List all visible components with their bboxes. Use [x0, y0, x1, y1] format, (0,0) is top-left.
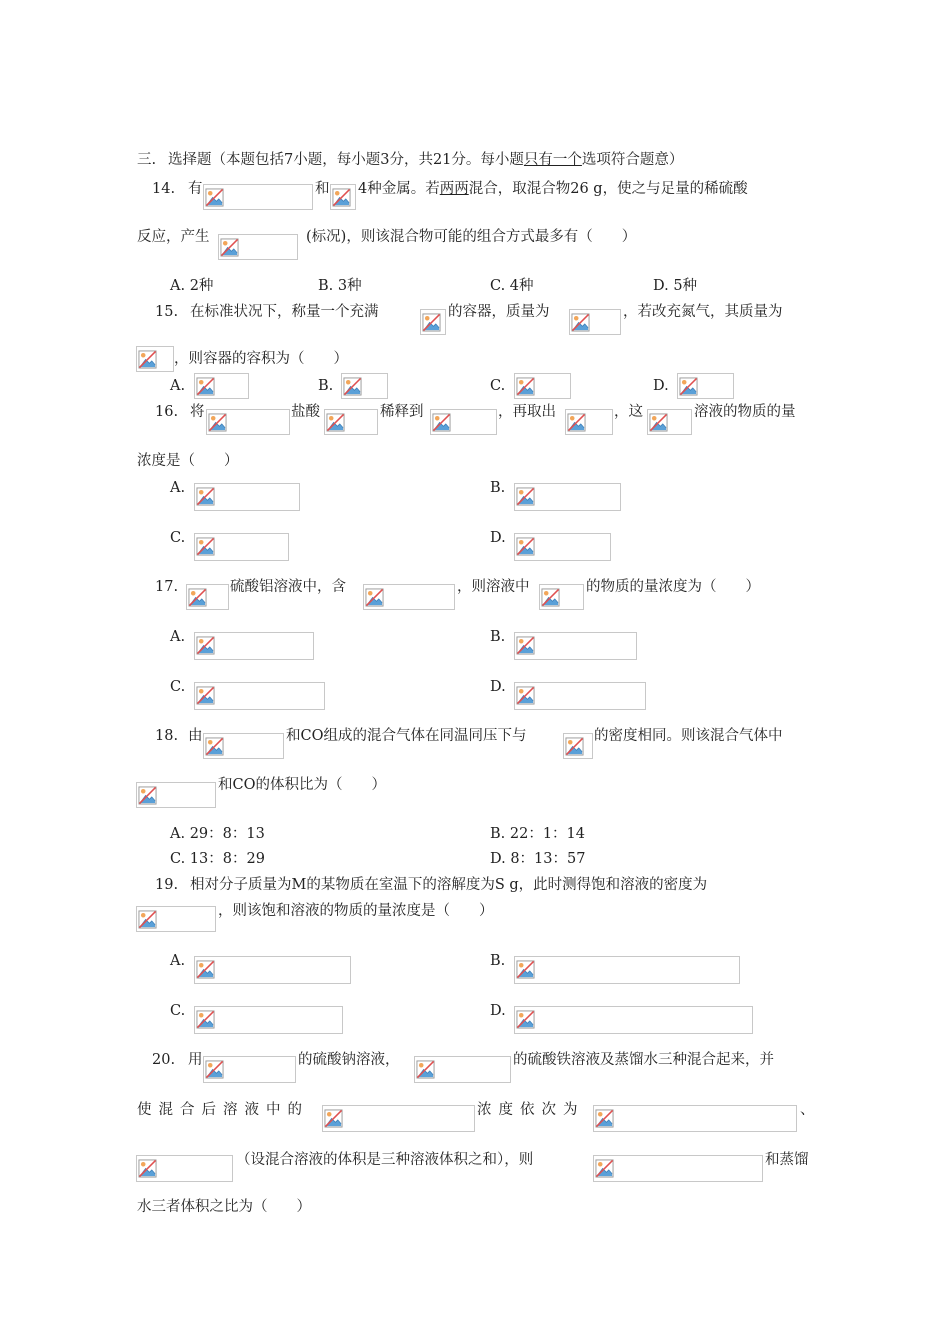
q14-text-emphasis: 两两 [439, 181, 469, 197]
q17-option-b-image [514, 632, 637, 660]
q19-option-a-image [194, 956, 351, 984]
q16-option-d: D. [490, 530, 506, 546]
q15-option-c-image [514, 373, 571, 399]
q16-option-c: C. [170, 530, 186, 546]
q14-option-a: A. 2种 [170, 278, 214, 294]
q18-text-b: 和CO组成的混合气体在同温同压下与 [286, 728, 527, 744]
q17-option-c-image [194, 682, 325, 710]
q18-formula-image [203, 733, 284, 759]
q17-number: 17. [155, 579, 179, 595]
q20-text-a: 用 [188, 1052, 203, 1068]
q16-text-c: 稀释到 [380, 404, 424, 420]
q15-option-b-image [341, 373, 388, 399]
q14-text-f: (标况)，则该混合物可能的组合方式最多有（ ） [306, 229, 637, 245]
q18-text-a: 由 [188, 728, 203, 744]
q16-text-b: 盐酸 [291, 404, 320, 420]
q20-text-i: 水三者体积之比为（ ） [137, 1199, 311, 1215]
q14-number: 14. [152, 181, 176, 197]
q20-text-h: 和蒸馏 [765, 1152, 809, 1168]
q18-option-d: D. 8：13：57 [490, 851, 586, 867]
q15-formula-image [136, 346, 174, 372]
q16-text-a: 将 [190, 404, 205, 420]
q18-option-c: C. 13：8：29 [170, 851, 265, 867]
q15-text-c: ，若改充氮气，其质量为 [623, 304, 783, 320]
q14-text-d: 混合，取混合物26 g，使之与足量的稀硫酸 [468, 181, 748, 197]
q14-text-b: 和 [315, 181, 330, 197]
q20-formula-image [593, 1105, 797, 1132]
q17-formula-image [363, 584, 455, 610]
q16-number: 16. [155, 404, 179, 420]
q16-formula-image [324, 409, 378, 435]
q16-formula-image [430, 409, 497, 435]
q14-text-e: 反应，产生 [137, 229, 210, 245]
q17-option-c: C. [170, 679, 186, 695]
q17-option-a: A. [170, 629, 186, 645]
section-heading-emphasis: 只有一个 [523, 152, 582, 168]
q14-text-c-lead: 4种金属。若 [358, 181, 440, 197]
q14-formula-image [218, 234, 298, 260]
q15-option-a-image [194, 373, 249, 399]
q17-option-a-image [194, 632, 314, 660]
q14-option-d: D. 5种 [653, 278, 698, 294]
q16-option-a-image [194, 483, 300, 511]
q19-option-c-image [194, 1006, 343, 1034]
q15-formula-image [569, 309, 621, 335]
q20-number: 20. [152, 1052, 176, 1068]
q15-option-b: B. [318, 378, 334, 394]
q16-formula-image [206, 409, 290, 435]
q17-formula-image [539, 584, 584, 610]
q19-option-a: A. [170, 953, 186, 969]
q17-option-d: D. [490, 679, 506, 695]
q17-text-b: ，则溶液中 [457, 579, 530, 595]
section-number: 三. [137, 152, 157, 168]
q19-option-b: B. [490, 953, 506, 969]
q16-text-e: ，这 [614, 404, 643, 420]
q16-formula-image [647, 409, 692, 435]
q20-formula-image [136, 1155, 233, 1182]
q15-text-b: 的容器，质量为 [448, 304, 550, 320]
q18-option-b: B. 22：1：14 [490, 826, 586, 842]
q16-text-f: 溶液的物质的量 [694, 404, 796, 420]
q19-option-d: D. [490, 1003, 506, 1019]
q14-formula-image [203, 184, 313, 210]
q14-text-c [358, 180, 748, 198]
q17-text-c: 的物质的量浓度为（ ） [586, 579, 760, 595]
q20-formula-image [414, 1056, 511, 1083]
q17-formula-image [186, 584, 229, 610]
section-heading-text: 选择题（本题包括7小题，每小题3分，共21分。每小题 [168, 152, 524, 168]
q15-option-c: C. [490, 378, 506, 394]
q16-option-d-image [514, 533, 611, 561]
q18-text-c: 的密度相同。则该混合气体中 [594, 728, 783, 744]
q15-text-d: ，则容器的容积为（ ） [174, 351, 348, 367]
q19-formula-image [136, 906, 216, 932]
q20-formula-image [322, 1105, 475, 1132]
q16-text-g: 浓度是（ ） [137, 453, 239, 469]
q15-option-d-image [677, 373, 734, 399]
q16-option-c-image [194, 533, 289, 561]
section-heading [168, 151, 683, 169]
q15-text-a: 在标准状况下，称量一个充满 [190, 304, 379, 320]
q16-option-b-image [514, 483, 621, 511]
q18-option-a: A. 29：8：13 [170, 826, 265, 842]
q19-number: 19. [155, 877, 179, 893]
q16-option-a: A. [170, 480, 186, 496]
q14-text-a: 有 [188, 181, 203, 197]
q19-option-b-image [514, 956, 740, 984]
q14-option-b: B. 3种 [318, 278, 362, 294]
q20-text-b: 的硫酸钠溶液， [298, 1052, 400, 1068]
q18-number: 18. [155, 728, 179, 744]
q17-option-b: B. [490, 629, 506, 645]
q20-text-c: 的硫酸铁溶液及蒸馏水三种混合起来，并 [513, 1052, 774, 1068]
q20-text-g: （设混合溶液的体积是三种溶液体积之和），则 [236, 1152, 534, 1168]
q16-text-d: ，再取出 [498, 404, 556, 420]
q15-option-d: D. [653, 378, 669, 394]
q14-formula-image [330, 184, 356, 210]
q19-option-c: C. [170, 1003, 186, 1019]
q20-text-d: 使混合后溶液中的 [137, 1102, 309, 1118]
q15-option-a: A. [170, 378, 186, 394]
q15-number: 15. [155, 304, 179, 320]
q17-text-a: 硫酸铝溶液中，含 [230, 579, 346, 595]
q16-option-b: B. [490, 480, 506, 496]
q19-option-d-image [514, 1006, 753, 1034]
q18-formula-image [563, 733, 593, 759]
q20-text-f: 、 [800, 1102, 815, 1118]
q17-option-d-image [514, 682, 646, 710]
q18-text-d: 和CO的体积比为（ ） [218, 777, 386, 793]
q16-formula-image [565, 409, 613, 435]
q20-text-e: 浓度依次为 [477, 1102, 585, 1118]
q14-option-c: C. 4种 [490, 278, 534, 294]
q19-text-a: 相对分子质量为M的某物质在室温下的溶解度为S g，此时测得饱和溶液的密度为 [190, 877, 708, 893]
q20-formula-image [593, 1155, 763, 1182]
q19-text-b: ，则该饱和溶液的物质的量浓度是（ ） [218, 903, 494, 919]
q15-formula-image [420, 309, 446, 335]
q18-formula-image [136, 782, 216, 808]
q20-formula-image [203, 1056, 296, 1083]
section-heading-tail: 选项符合题意） [581, 152, 684, 168]
